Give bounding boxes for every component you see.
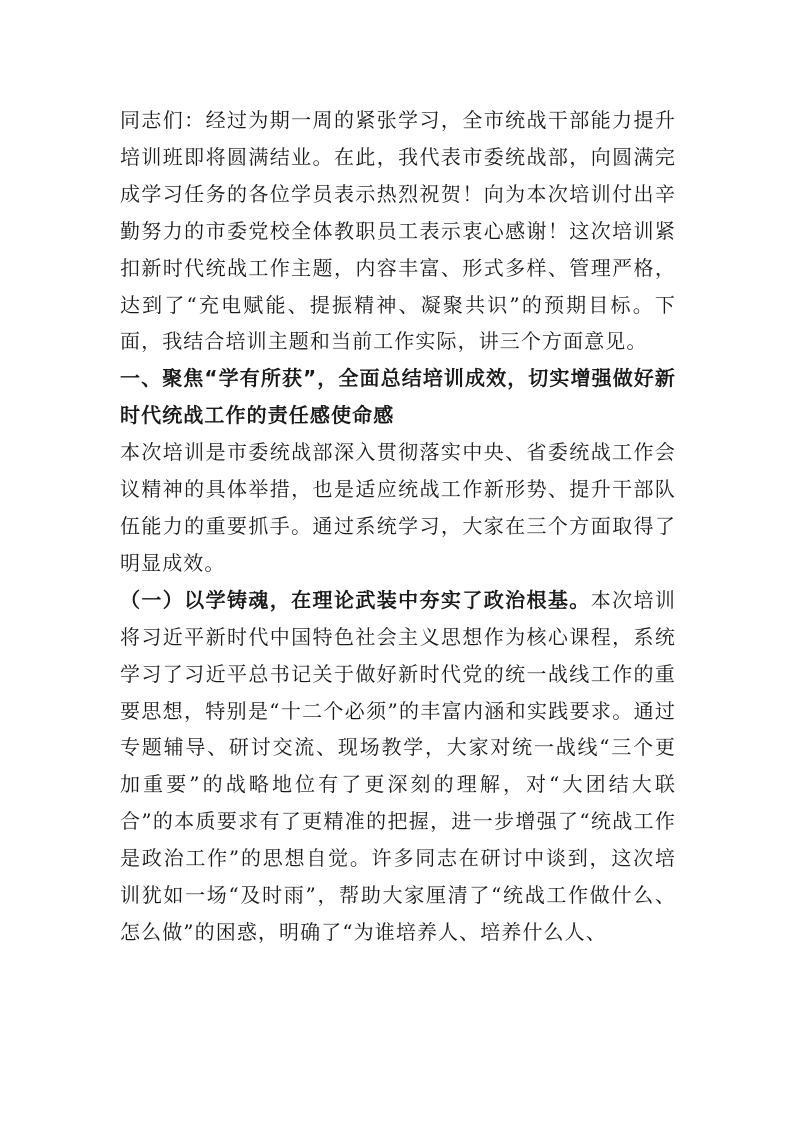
point-1-lead: （一）以学铸魂，在理论武装中夯实了政治根基。	[120, 587, 591, 612]
point-1-body: 本次培训将习近平新时代中国特色社会主义思想作为核心课程，系统学习了习近平总书记关于做好新时代党的统一战线工作的重要思想，特别是“十二个必须”的丰富内涵和实践要求。通过专题辅导、研讨交流、现场教学，大家对统一战线“三个更加重要”的战略地位有了更深刻的理解，对“大团结大联合”的本质要求有了更精准的把握，进一步增强了“统战工作是政治工作”的思想自觉。许多同志在研讨中谈到，这次培训犹如一场“及时雨”，帮助大家厘清了“统战工作做什么、怎么做”的困惑，明确了“为谁培养人、培养什么人、	[120, 587, 677, 944]
intro-paragraph: 同志们：经过为期一周的紧张学习，全市统战干部能力提升培训班即将圆满结业。在此，我代表市委统战部，向圆满完成学习任务的各位学员表示热烈祝贺！向为本次培训付出辛勤努力的市委党校全体教职员工表示衷心感谢！这次培训紧扣新时代统战工作主题，内容丰富、形式多样、管理严格，达到了“充电赋能、提振精神、凝聚共识”的预期目标。下面，我结合培训主题和当前工作实际，讲三个方面意见。	[120, 108, 676, 354]
point-1-paragraph	[120, 582, 676, 951]
document-page	[120, 102, 676, 951]
section-1-body: 本次培训是市委统战部深入贯彻落实中央、省委统战工作会议精神的具体举措，也是适应统战工作新形势、提升干部队伍能力的重要抓手。通过系统学习，大家在三个方面取得了明显成效。	[120, 440, 676, 575]
section-1-heading: 一、聚焦“学有所获”，全面总结培训成效，切实增强做好新时代统战工作的责任感使命感	[120, 366, 676, 428]
